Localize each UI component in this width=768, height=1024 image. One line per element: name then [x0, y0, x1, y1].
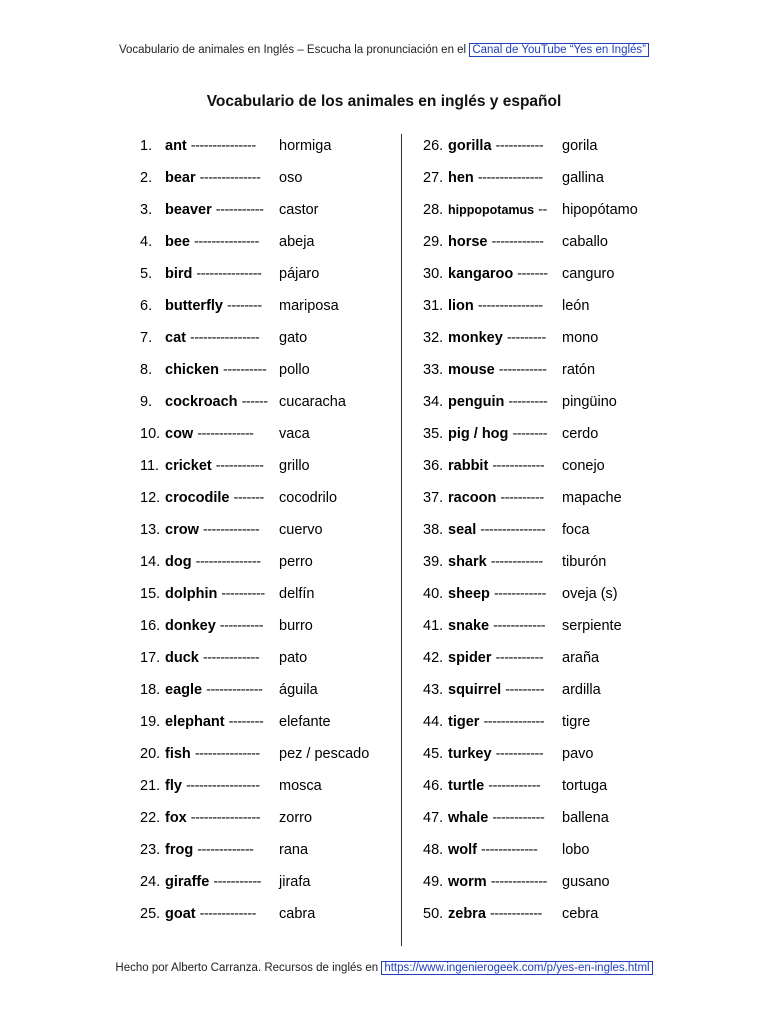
dash-separator: ---------------: [194, 234, 259, 250]
spanish-word: rana: [279, 842, 309, 858]
item-number: 2.: [140, 170, 153, 186]
item-number: 7.: [140, 330, 153, 346]
dash-separator: ------------: [491, 234, 544, 250]
dash-separator: --------------: [199, 170, 261, 186]
page-header: [0, 44, 768, 56]
spanish-word: vaca: [279, 426, 310, 442]
vocabulary-item: [423, 258, 615, 290]
english-word: cockroach: [165, 394, 238, 410]
vocabulary-item: [140, 706, 331, 738]
vocabulary-item: [423, 482, 622, 514]
item-number: 38.: [423, 522, 444, 538]
vocabulary-item: [140, 386, 346, 418]
item-number: 1.: [140, 138, 153, 154]
vocabulary-item: [423, 290, 590, 322]
item-number: 28.: [423, 202, 444, 218]
vocabulary-item: [140, 258, 320, 290]
dash-separator: -------: [233, 490, 264, 506]
item-number: 9.: [140, 394, 153, 410]
spanish-word: pollo: [279, 362, 310, 378]
dash-separator: ----------: [219, 618, 264, 634]
spanish-word: foca: [562, 522, 590, 538]
dash-separator: -----------------: [185, 778, 260, 794]
vocabulary-item: [140, 162, 303, 194]
vocabulary-item: [423, 706, 591, 738]
vocabulary-item: [140, 674, 318, 706]
item-number: 35.: [423, 426, 444, 442]
dash-separator: ---------------: [195, 554, 261, 570]
item-number: 27.: [423, 170, 444, 186]
vocabulary-item: [140, 642, 308, 674]
english-word: horse: [448, 234, 488, 250]
english-word: penguin: [448, 394, 505, 410]
english-word: wolf: [448, 842, 477, 858]
spanish-word: cabra: [279, 906, 316, 922]
vocabulary-item: [423, 194, 638, 226]
spanish-word: tiburón: [562, 554, 607, 570]
vocabulary-item: [423, 450, 605, 482]
english-word: kangaroo: [448, 266, 514, 282]
spanish-word: burro: [279, 618, 313, 634]
spanish-word: pingüino: [562, 394, 617, 410]
item-number: 43.: [423, 682, 444, 698]
item-number: 25.: [140, 906, 161, 922]
item-number: 30.: [423, 266, 444, 282]
dash-separator: ------------: [493, 618, 546, 634]
item-number: 37.: [423, 490, 444, 506]
spanish-word: ballena: [562, 810, 609, 826]
item-number: 5.: [140, 266, 153, 282]
dash-separator: -------: [517, 266, 548, 282]
dash-separator: ------------: [490, 554, 543, 570]
vocabulary-item: [140, 418, 310, 450]
dash-separator: --------: [227, 298, 262, 314]
dash-separator: ------------: [493, 586, 546, 602]
vocabulary-item: [423, 738, 594, 770]
item-number: 12.: [140, 490, 161, 506]
english-word: sheep: [448, 586, 490, 602]
dash-separator: ----------------: [190, 810, 261, 826]
dash-separator: ------------: [489, 906, 542, 922]
item-number: 24.: [140, 874, 161, 890]
item-number: 45.: [423, 746, 444, 762]
vocabulary-item: [140, 866, 311, 898]
english-word: rabbit: [448, 458, 489, 474]
item-number: 33.: [423, 362, 444, 378]
item-number: 26.: [423, 138, 444, 154]
dash-separator: ---------: [505, 682, 545, 698]
spanish-word: hipopótamo: [562, 202, 638, 218]
item-number: 14.: [140, 554, 161, 570]
spanish-word: delfín: [279, 586, 315, 602]
vocabulary-item: [423, 322, 599, 354]
dash-separator: -------------: [481, 842, 538, 858]
spanish-word: cerdo: [562, 426, 599, 442]
english-word: worm: [448, 874, 487, 890]
vocabulary-item: [423, 578, 618, 610]
spanish-word: cocodrilo: [279, 490, 338, 506]
item-number: 29.: [423, 234, 444, 250]
spanish-word: zorro: [279, 810, 313, 826]
spanish-word: pez / pescado: [279, 746, 370, 762]
spanish-word: canguro: [562, 266, 615, 282]
vocabulary-item: [423, 610, 622, 642]
item-number: 36.: [423, 458, 444, 474]
spanish-word: grillo: [279, 458, 310, 474]
dash-separator: ----------: [500, 490, 544, 506]
dash-separator: ------------: [488, 778, 541, 794]
english-word: fish: [165, 746, 191, 762]
item-number: 21.: [140, 778, 161, 794]
spanish-word: gorila: [562, 138, 598, 154]
english-word: hen: [448, 170, 474, 186]
spanish-word: pato: [279, 650, 308, 666]
dash-separator: --------: [512, 426, 548, 442]
english-word: seal: [448, 522, 477, 538]
vocabulary-item: [423, 642, 600, 674]
dash-separator: -----------: [215, 458, 264, 474]
item-number: 42.: [423, 650, 444, 666]
english-word: eagle: [165, 682, 203, 698]
dash-separator: ---------------: [194, 746, 260, 762]
vocabulary-item: [140, 514, 323, 546]
dash-separator: -----------: [495, 138, 544, 154]
vocabulary-item: [140, 290, 339, 322]
dash-separator: ---------------: [196, 266, 262, 282]
english-word: cow: [165, 426, 194, 442]
english-word: ant: [165, 138, 187, 154]
dash-separator: ----------: [223, 362, 267, 378]
vocabulary-item: [423, 514, 590, 546]
spanish-word: jirafa: [279, 874, 311, 890]
item-number: 34.: [423, 394, 444, 410]
dash-separator: --------: [228, 714, 264, 730]
english-word: goat: [165, 906, 196, 922]
vocabulary-item: [423, 898, 599, 930]
vocabulary-item: [140, 578, 315, 610]
item-number: 16.: [140, 618, 161, 634]
english-word: zebra: [448, 906, 486, 922]
vocabulary-item: [140, 898, 316, 930]
english-word: fox: [165, 810, 187, 826]
spanish-word: oso: [279, 170, 303, 186]
vocabulary-item: [423, 386, 617, 418]
item-number: 46.: [423, 778, 444, 794]
item-number: 40.: [423, 586, 444, 602]
english-word: lion: [448, 298, 474, 314]
vocabulary-item: [140, 322, 308, 354]
english-word: racoon: [448, 490, 497, 506]
spanish-word: tigre: [562, 714, 591, 730]
item-number: 11.: [140, 458, 160, 474]
english-word: giraffe: [165, 874, 210, 890]
dash-separator: --------------: [483, 714, 545, 730]
item-number: 19.: [140, 714, 161, 730]
footer-text: Hecho por Alberto Carranza. Recursos de inglés en: [115, 962, 382, 974]
item-number: 13.: [140, 522, 161, 538]
vocabulary-item: [423, 226, 608, 258]
spanish-word: lobo: [562, 842, 590, 858]
vocabulary-item: [140, 482, 338, 514]
vocabulary-item: [423, 802, 609, 834]
item-number: 41.: [423, 618, 444, 634]
vocabulary-item: [423, 866, 610, 898]
english-word: mouse: [448, 362, 495, 378]
column-divider: [401, 134, 402, 946]
page-footer: [0, 962, 768, 974]
dash-separator: ------: [241, 394, 268, 410]
dash-separator: -------------: [202, 650, 260, 666]
spanish-word: gusano: [562, 874, 610, 890]
spanish-word: pájaro: [279, 266, 320, 282]
english-word: duck: [165, 650, 199, 666]
spanish-word: gallina: [562, 170, 604, 186]
dash-separator: -----------: [215, 202, 264, 218]
item-number: 20.: [140, 746, 161, 762]
item-number: 47.: [423, 810, 444, 826]
english-word: cat: [165, 330, 186, 346]
english-word: whale: [448, 810, 489, 826]
vocabulary-item: [140, 802, 313, 834]
item-number: 49.: [423, 874, 444, 890]
spanish-word: pavo: [562, 746, 594, 762]
item-number: 8.: [140, 362, 153, 378]
vocabulary-item: [423, 130, 598, 162]
spanish-word: mono: [562, 330, 599, 346]
english-word: donkey: [165, 618, 216, 634]
english-word: bear: [165, 170, 196, 186]
english-word: tiger: [448, 714, 480, 730]
spanish-word: cuervo: [279, 522, 323, 538]
spanish-word: mosca: [279, 778, 322, 794]
english-word: monkey: [448, 330, 503, 346]
vocabulary-list-left: [140, 130, 370, 930]
spanish-word: serpiente: [562, 618, 622, 634]
dash-separator: -----------: [495, 650, 544, 666]
item-number: 10.: [140, 426, 161, 442]
item-number: 17.: [140, 650, 161, 666]
dash-separator: ---------------: [477, 298, 543, 314]
item-number: 18.: [140, 682, 161, 698]
english-word: dog: [165, 554, 192, 570]
vocabulary-item: [140, 194, 319, 226]
english-word: snake: [448, 618, 490, 634]
dash-separator: -------------: [202, 522, 260, 538]
header-text: Vocabulario de animales en Inglés – Escucha la pronunciación en el: [118, 44, 470, 56]
english-word: chicken: [165, 362, 219, 378]
page-title: Vocabulario de los animales en inglés y español: [206, 93, 562, 110]
dash-separator: ----------------: [190, 330, 260, 346]
vocabulary-item: [140, 834, 309, 866]
english-word: fly: [165, 778, 182, 794]
vocabulary-list-right: [423, 130, 638, 930]
item-number: 32.: [423, 330, 444, 346]
youtube-channel-link[interactable]: Canal de YouTube “Yes en Inglés”: [469, 43, 649, 57]
dash-separator: ---------: [508, 394, 548, 410]
spanish-word: mariposa: [279, 298, 339, 314]
dash-separator: -------------: [199, 906, 256, 922]
spanish-word: abeja: [279, 234, 315, 250]
dash-separator: ----------: [221, 586, 265, 602]
english-word: crow: [165, 522, 199, 538]
english-word: crocodile: [165, 490, 230, 506]
item-number: 4.: [140, 234, 153, 250]
dash-separator: -------------: [197, 426, 254, 442]
english-word: turkey: [448, 746, 492, 762]
english-word: pig / hog: [448, 426, 509, 442]
spanish-word: ratón: [562, 362, 596, 378]
english-word: bee: [165, 234, 190, 250]
english-word: gorilla: [448, 138, 492, 154]
english-word: turtle: [448, 778, 485, 794]
vocabulary-item: [423, 674, 601, 706]
item-number: 39.: [423, 554, 444, 570]
english-word: bird: [165, 266, 193, 282]
spanish-word: tortuga: [562, 778, 608, 794]
vocabulary-item: [423, 770, 608, 802]
item-number: 15.: [140, 586, 161, 602]
dash-separator: -------------: [197, 842, 254, 858]
website-link[interactable]: https://www.ingenierogeek.com/p/yes-en-ingles.html: [381, 961, 652, 975]
spanish-word: cucaracha: [279, 394, 346, 410]
spanish-word: hormiga: [279, 138, 332, 154]
spanish-word: conejo: [562, 458, 605, 474]
vocabulary-item: [140, 130, 332, 162]
spanish-word: cebra: [562, 906, 599, 922]
spanish-word: león: [562, 298, 590, 314]
item-number: 31.: [423, 298, 444, 314]
spanish-word: gato: [279, 330, 308, 346]
english-word: frog: [165, 842, 194, 858]
english-word: dolphin: [165, 586, 218, 602]
dash-separator: ---------: [506, 330, 546, 346]
english-word: hippopotamus: [448, 203, 535, 217]
dash-separator: -------------: [206, 682, 263, 698]
spanish-word: mapache: [562, 490, 622, 506]
dash-separator: ------------: [492, 458, 545, 474]
item-number: 3.: [140, 202, 153, 218]
item-number: 6.: [140, 298, 153, 314]
dash-separator: -----------: [213, 874, 261, 890]
dash-separator: ------------: [492, 810, 545, 826]
spanish-word: araña: [562, 650, 600, 666]
dash-separator: ---------------: [480, 522, 546, 538]
vocabulary-item: [423, 546, 607, 578]
english-word: squirrel: [448, 682, 502, 698]
spanish-word: castor: [279, 202, 319, 218]
vocabulary-item: [140, 546, 313, 578]
dash-separator: ---------------: [190, 138, 256, 154]
vocabulary-item: [423, 354, 596, 386]
spanish-word: águila: [279, 682, 318, 698]
vocabulary-item: [140, 450, 310, 482]
spanish-word: caballo: [562, 234, 608, 250]
english-word: elephant: [165, 714, 225, 730]
spanish-word: oveja (s): [562, 586, 618, 602]
vocabulary-item: [140, 610, 313, 642]
item-number: 23.: [140, 842, 161, 858]
vocabulary-item: [423, 834, 590, 866]
dash-separator: -----------: [495, 746, 544, 762]
item-number: 22.: [140, 810, 161, 826]
english-word: butterfly: [165, 298, 223, 314]
vocabulary-item: [423, 162, 604, 194]
dash-separator: -------------: [490, 874, 547, 890]
dash-separator: ---------------: [477, 170, 543, 186]
item-number: 44.: [423, 714, 444, 730]
vocabulary-item: [140, 354, 310, 386]
spanish-word: ardilla: [562, 682, 601, 698]
dash-separator: --: [538, 202, 547, 218]
vocabulary-item: [140, 226, 315, 258]
spanish-word: elefante: [279, 714, 331, 730]
item-number: 50.: [423, 906, 444, 922]
english-word: spider: [448, 650, 492, 666]
dash-separator: -----------: [498, 362, 547, 378]
spanish-word: perro: [279, 554, 313, 570]
english-word: beaver: [165, 202, 212, 218]
english-word: cricket: [165, 458, 212, 474]
vocabulary-item: [140, 738, 370, 770]
english-word: shark: [448, 554, 487, 570]
vocabulary-item: [423, 418, 599, 450]
vocabulary-item: [140, 770, 322, 802]
item-number: 48.: [423, 842, 444, 858]
